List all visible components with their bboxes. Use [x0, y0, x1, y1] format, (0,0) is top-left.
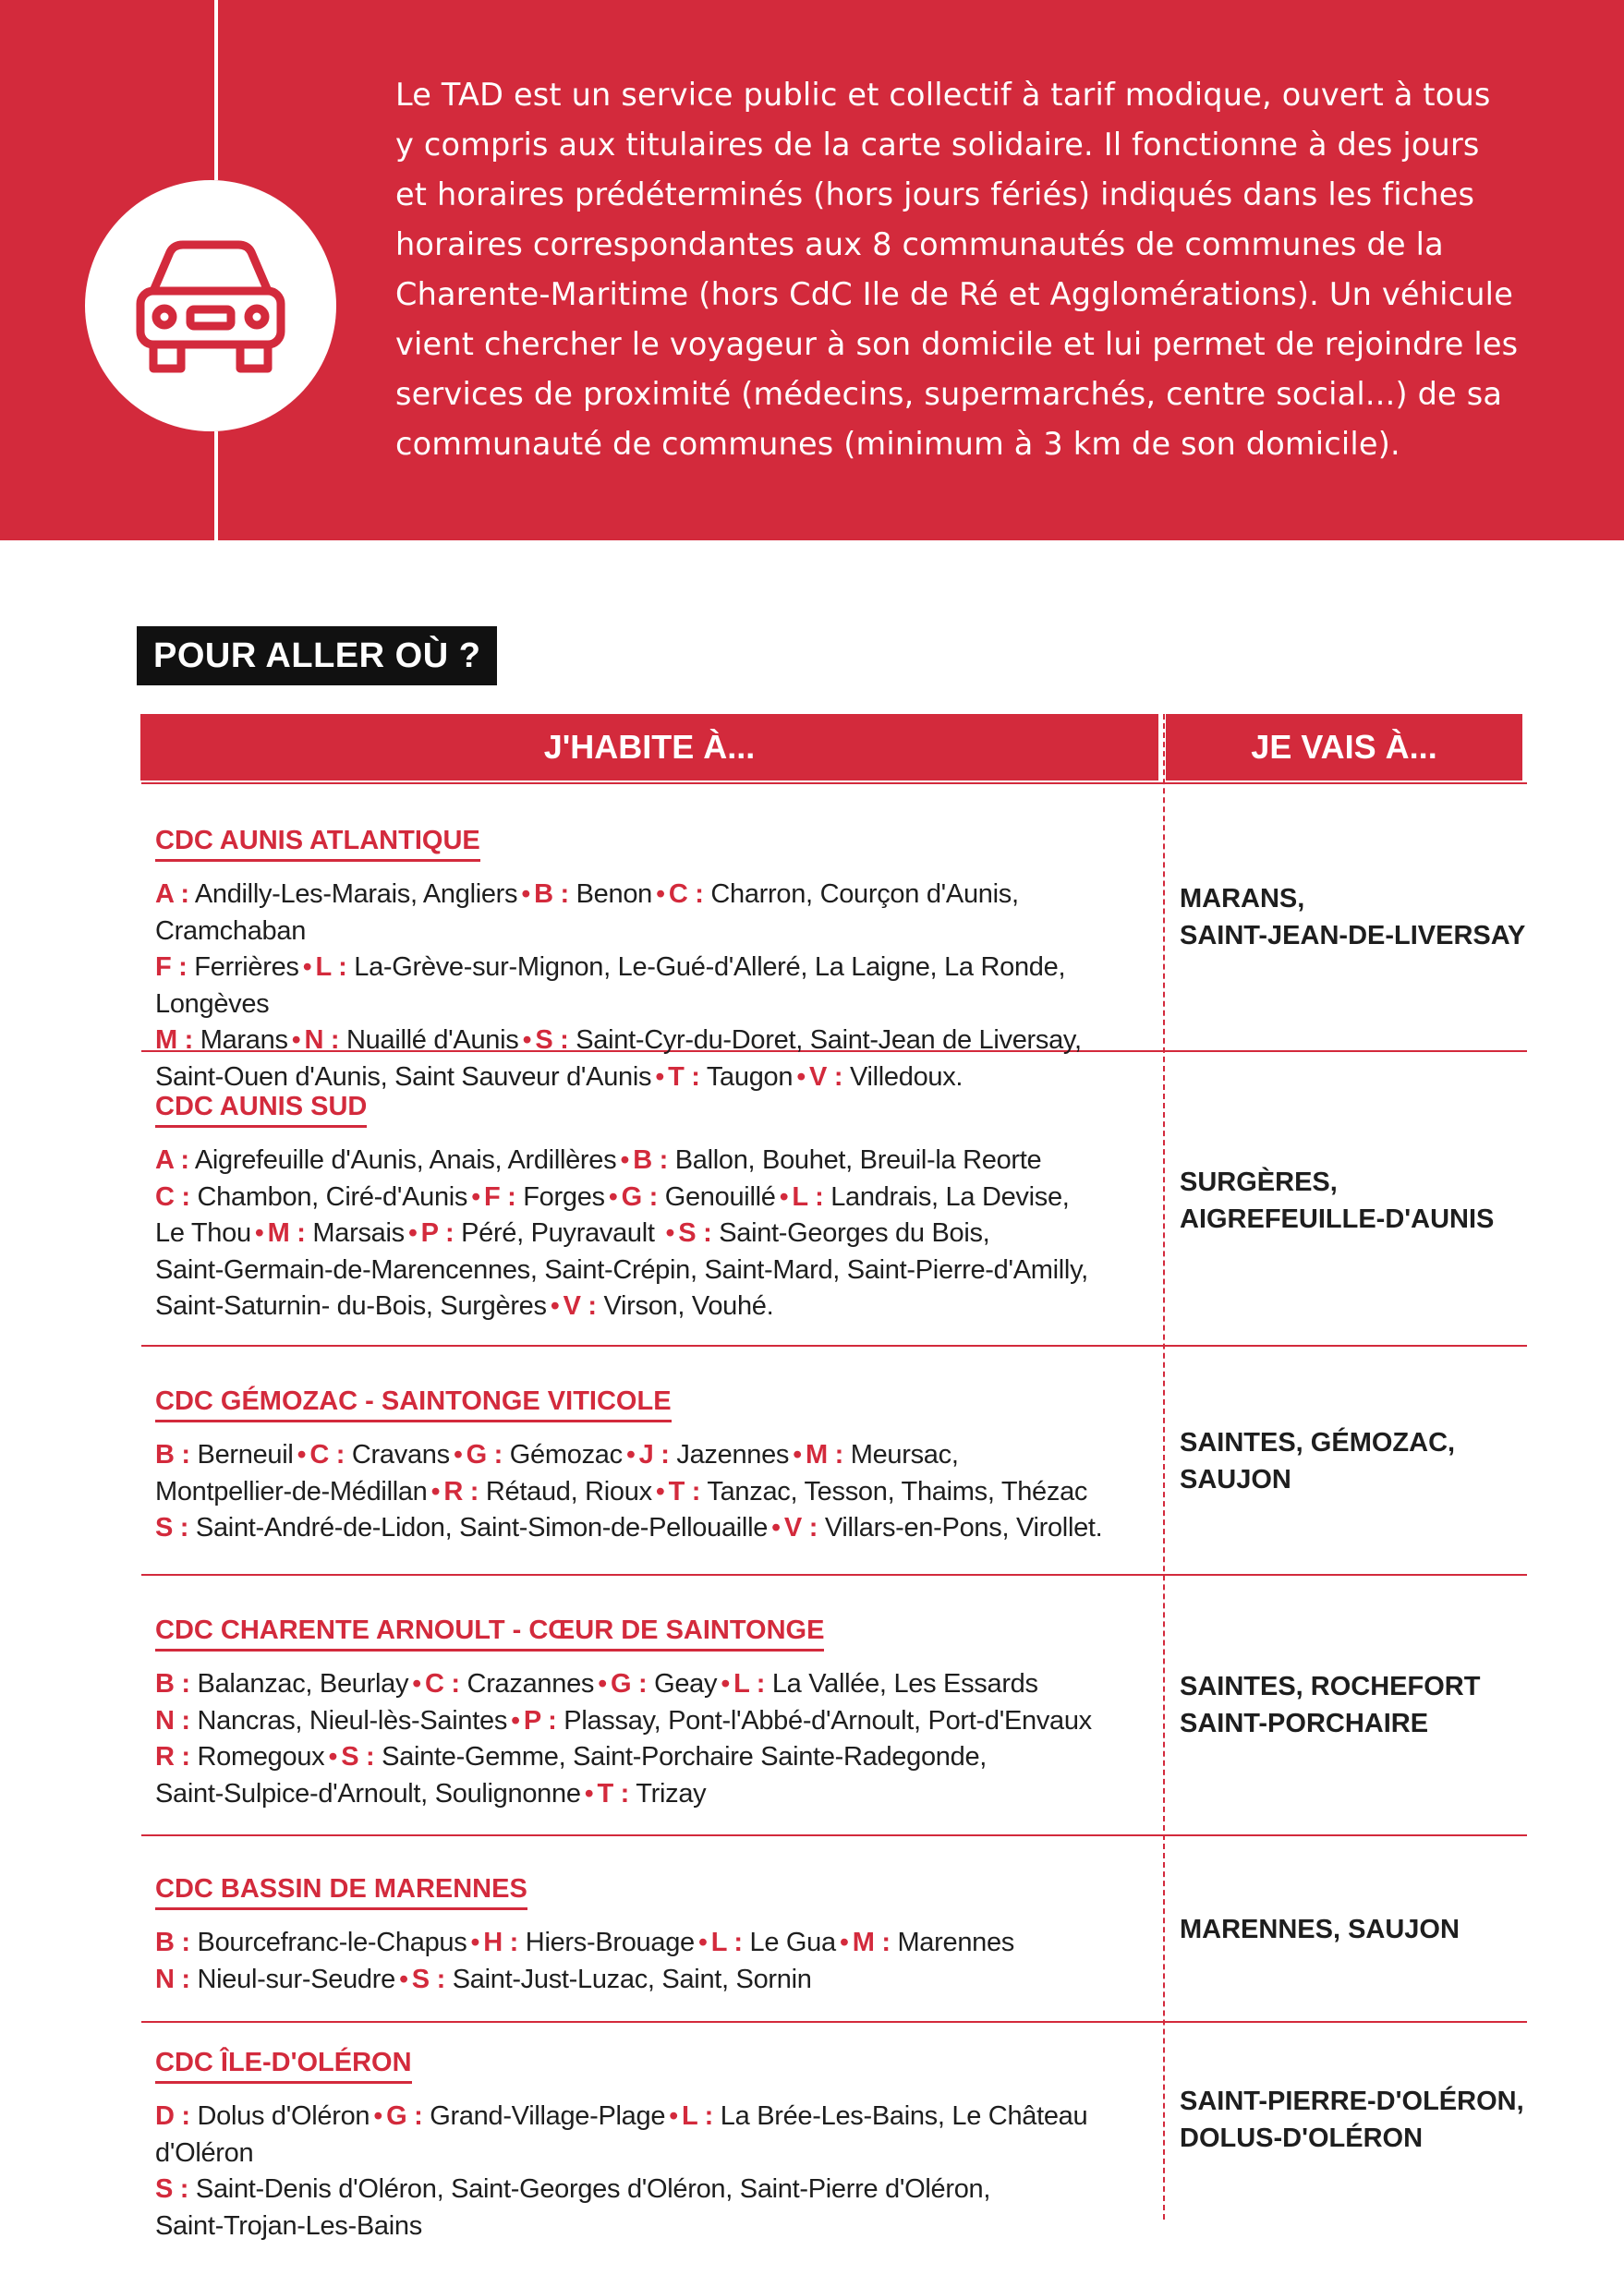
commune-names: Bourcefranc-le-Chapus	[189, 1928, 467, 1957]
commune-key: P :	[420, 1218, 454, 1248]
commune-key: T :	[668, 1061, 700, 1092]
commune-key: V :	[563, 1291, 597, 1321]
commune-names: Le Gua	[742, 1928, 836, 1957]
commune-names: Saint-Just-Luzac, Saint, Sornin	[444, 1964, 812, 1994]
bullet-separator: •	[328, 1742, 338, 1772]
bullet-separator: •	[779, 1181, 789, 1212]
commune-names: Aigrefeuille d'Aunis, Anais, Ardillères	[188, 1145, 617, 1175]
header-from: J'HABITE À...	[140, 714, 1158, 780]
commune-key: G :	[466, 1440, 503, 1470]
commune-names: Péré, Puyravault	[454, 1218, 662, 1248]
commune-key: P :	[523, 1705, 557, 1736]
commune-key: N :	[304, 1025, 340, 1055]
commune-key: B :	[155, 1669, 190, 1699]
bullet-separator: •	[430, 1476, 441, 1507]
commune-names: Saint-Ouen d'Aunis, Saint Sauveur d'Aunis	[155, 1061, 652, 1092]
commune-key: N :	[155, 1705, 190, 1736]
bullet-separator: •	[771, 1513, 781, 1543]
community-row	[155, 1383, 1153, 1547]
community-title: CDC GÉMOZAC - SAINTONGE VITICOLE	[155, 1383, 672, 1422]
destination	[1180, 1668, 1531, 1742]
commune-names: Meursac,	[842, 1440, 959, 1470]
row-separator	[141, 1834, 1527, 1836]
destination-line: SAINT-JEAN-DE-LIVERSAY	[1180, 921, 1526, 950]
commune-names: Geay	[647, 1669, 718, 1699]
commune-names: Saint-Germain-de-Marencennes, Saint-Crépin, Saint-Mard, Saint-Pierre-d'Amilly,	[155, 1254, 1088, 1285]
bullet-separator: •	[697, 1928, 708, 1957]
commune-key: H :	[483, 1928, 519, 1957]
commune-key: B :	[155, 1928, 190, 1957]
commune-key: M :	[805, 1440, 843, 1470]
commune-names: Cravans	[345, 1440, 450, 1470]
bullet-separator: •	[598, 1669, 607, 1699]
commune-key: C :	[309, 1440, 345, 1470]
car-icon	[133, 234, 288, 380]
commune-key: R :	[155, 1742, 190, 1772]
commune-key: B :	[534, 879, 569, 909]
commune-line	[155, 1739, 1153, 1776]
commune-line	[155, 1510, 1153, 1547]
commune-names: Benon	[568, 879, 652, 909]
bullet-separator: •	[550, 1291, 560, 1321]
destination-line: AIGREFEUILLE-D'AUNIS	[1180, 1204, 1495, 1234]
commune-key: L :	[733, 1669, 766, 1699]
commune-line	[155, 877, 1153, 950]
commune-names: Charron, Courçon d'Aunis, Cramchaban	[155, 879, 1019, 946]
commune-names: Plassay, Pont-l'Abbé-d'Arnoult, Port-d'Envaux	[556, 1705, 1092, 1736]
commune-list	[155, 1925, 1153, 1998]
bullet-separator: •	[796, 1061, 806, 1092]
community-title: CDC CHARENTE ARNOULT - CŒUR DE SAINTONGE	[155, 1612, 824, 1652]
intro-line: Le TAD est un service public et collectif à tarif modique, ouvert à tous	[395, 77, 1491, 113]
commune-names: Montpellier-de-Médillan	[155, 1476, 428, 1507]
commune-list	[155, 1143, 1153, 1325]
commune-names: Saint-Georges du Bois,	[711, 1218, 990, 1248]
commune-names: Crazannes	[459, 1669, 595, 1699]
commune-list	[155, 1437, 1153, 1547]
destination	[1180, 880, 1531, 954]
commune-list	[155, 2099, 1153, 2245]
section-title: POUR ALLER OÙ ?	[137, 626, 497, 685]
commune-names: Rétaud, Rioux	[479, 1476, 652, 1507]
bullet-separator: •	[793, 1440, 802, 1470]
commune-key: V :	[783, 1513, 818, 1543]
commune-names: Trizay	[629, 1778, 707, 1809]
commune-names: Nuaillé d'Aunis	[339, 1025, 519, 1055]
commune-key: S :	[155, 1513, 189, 1543]
intro-line: horaires correspondantes aux 8 communautés de communes de la	[395, 226, 1444, 262]
commune-names: Ferrières	[187, 952, 299, 982]
commune-names: Saint-Denis d'Oléron, Saint-Georges d'Oléron, Saint-Pierre d'Oléron,	[188, 2174, 991, 2204]
commune-names: Dolus d'Oléron	[189, 2101, 370, 2131]
bullet-separator: •	[453, 1440, 463, 1470]
commune-line	[155, 1252, 1153, 1289]
commune-list	[155, 1666, 1153, 1812]
row-separator	[141, 782, 1527, 784]
intro-line: services de proximité (médecins, supermarchés, centre social...) de sa	[395, 376, 1503, 412]
bullet-separator: •	[584, 1778, 594, 1809]
commune-names: Nieul-sur-Seudre	[189, 1964, 395, 1994]
commune-key: R :	[443, 1476, 479, 1507]
bullet-separator: •	[398, 1964, 408, 1994]
community-row	[155, 1088, 1153, 1325]
commune-names: Le Thou	[155, 1218, 251, 1248]
destination-line: SAUJON	[1180, 1465, 1291, 1494]
commune-line	[155, 1776, 1153, 1813]
commune-key: J :	[638, 1440, 670, 1470]
commune-names: Villars-en-Pons, Virollet.	[818, 1513, 1103, 1543]
commune-line	[155, 1022, 1153, 1059]
commune-names: Saint-Cyr-du-Doret, Saint-Jean de Liversay,	[568, 1025, 1082, 1055]
community-title: CDC ÎLE-D'OLÉRON	[155, 2044, 412, 2084]
commune-key: M :	[267, 1218, 306, 1248]
bullet-separator: •	[254, 1218, 264, 1248]
bullet-separator: •	[302, 952, 312, 982]
commune-line	[155, 1216, 1153, 1252]
bullet-separator: •	[608, 1181, 618, 1212]
row-separator	[141, 2021, 1527, 2023]
commune-key: S :	[155, 2174, 189, 2204]
commune-key: D :	[155, 2101, 190, 2131]
bullet-separator: •	[522, 1025, 532, 1055]
bullet-separator: •	[655, 1061, 665, 1092]
commune-line	[155, 1143, 1153, 1180]
commune-line	[155, 1962, 1153, 1999]
intro-line: communauté de communes (minimum à 3 km de son domicile).	[395, 426, 1400, 462]
commune-line	[155, 1289, 1153, 1325]
commune-key: L :	[315, 952, 347, 982]
community-row	[155, 1870, 1153, 1998]
header-to: JE VAIS À...	[1166, 714, 1522, 780]
intro-line: vient chercher le voyageur à son domicile et lui permet de rejoindre les	[395, 326, 1519, 362]
bullet-separator: •	[839, 1928, 849, 1957]
community-title: CDC AUNIS ATLANTIQUE	[155, 822, 480, 862]
commune-key: A :	[155, 1145, 189, 1175]
community-row	[155, 1612, 1153, 1812]
commune-key: S :	[678, 1218, 712, 1248]
destination-line: MARENNES, SAUJON	[1180, 1915, 1460, 1944]
car-icon-badge	[85, 180, 336, 431]
commune-key: M :	[155, 1025, 193, 1055]
destination-line: SAINT-PIERRE-D'OLÉRON,	[1180, 2087, 1524, 2116]
commune-key: N :	[155, 1964, 190, 1994]
bullet-separator: •	[412, 1669, 422, 1699]
commune-line	[155, 1666, 1153, 1703]
commune-names: Taugon	[699, 1061, 794, 1092]
commune-key: L :	[682, 2101, 714, 2131]
commune-key: G :	[621, 1181, 658, 1212]
commune-key: T :	[597, 1778, 630, 1809]
destination-line: DOLUS-D'OLÉRON	[1180, 2124, 1424, 2153]
bullet-separator: •	[521, 879, 531, 909]
bullet-separator: •	[620, 1145, 630, 1175]
commune-key: L :	[710, 1928, 743, 1957]
commune-key: M :	[852, 1928, 891, 1957]
commune-key: C :	[155, 1181, 190, 1212]
commune-line	[155, 2099, 1153, 2172]
row-separator	[141, 1574, 1527, 1576]
destination-line: SAINTES, GÉMOZAC,	[1180, 1428, 1456, 1458]
commune-names: Romegoux	[189, 1742, 325, 1772]
intro-line: y compris aux titulaires de la carte solidaire. Il fonctionne à des jours	[395, 127, 1480, 163]
bullet-separator: •	[470, 1928, 480, 1957]
destination-line: SAINTES, ROCHEFORT	[1180, 1672, 1481, 1701]
destination-line: SAINT-PORCHAIRE	[1180, 1709, 1429, 1738]
commune-line	[155, 950, 1153, 1022]
commune-line	[155, 1474, 1153, 1511]
commune-key: B :	[633, 1145, 668, 1175]
commune-names: Saint-Trojan-Les-Bains	[155, 2210, 422, 2241]
bullet-separator: •	[721, 1669, 731, 1699]
banner-divider-bottom	[214, 431, 218, 540]
commune-names: Jazennes	[669, 1440, 790, 1470]
destination-line: MARANS,	[1180, 884, 1305, 914]
commune-names: Grand-Village-Plage	[422, 2101, 666, 2131]
commune-names: Saint-André-de-Lidon, Saint-Simon-de-Pellouaille	[188, 1513, 769, 1543]
commune-key: L :	[792, 1181, 824, 1212]
commune-line	[155, 1703, 1153, 1740]
community-row	[155, 822, 1153, 1095]
commune-line	[155, 2172, 1153, 2208]
commune-names: Sainte-Gemme, Saint-Porchaire Sainte-Radegonde,	[374, 1742, 988, 1772]
bullet-separator: •	[511, 1705, 520, 1736]
destination-line: SURGÈRES,	[1180, 1168, 1338, 1197]
commune-names: La Brée-Les-Bains, Le Château d'Oléron	[155, 2101, 1088, 2168]
commune-names: Marennes	[890, 1928, 1015, 1957]
commune-key: A :	[155, 879, 189, 909]
commune-names: Berneuil	[189, 1440, 294, 1470]
intro-line: et horaires prédéterminés (hors jours fériés) indiqués dans les fiches	[395, 176, 1475, 212]
commune-line	[155, 1925, 1153, 1962]
commune-key: G :	[610, 1669, 648, 1699]
community-row	[155, 2044, 1153, 2245]
commune-line	[155, 2208, 1153, 2245]
commune-names: Balanzac, Beurlay	[189, 1669, 409, 1699]
commune-names: Gémozac	[503, 1440, 623, 1470]
commune-names: Ballon, Bouhet, Breuil-la Reorte	[667, 1145, 1042, 1175]
destination	[1180, 1911, 1531, 1948]
commune-names: Genouillé	[657, 1181, 776, 1212]
community-title: CDC BASSIN DE MARENNES	[155, 1870, 527, 1910]
row-separator	[141, 1345, 1527, 1347]
commune-names: Andilly-Les-Marais, Angliers	[188, 879, 518, 909]
commune-key: S :	[341, 1742, 375, 1772]
bullet-separator: •	[669, 2101, 679, 2131]
bullet-separator: •	[373, 2101, 383, 2131]
destination	[1180, 2083, 1531, 2157]
commune-names: Chambon, Ciré-d'Aunis	[189, 1181, 468, 1212]
commune-key: G :	[386, 2101, 423, 2131]
intro-line: Charente-Maritime (hors CdC Ile de Ré et Agglomérations). Un véhicule	[395, 276, 1514, 312]
bullet-separator: •	[625, 1440, 636, 1470]
commune-names: Villedoux.	[842, 1061, 963, 1092]
destination	[1180, 1164, 1531, 1238]
commune-key: B :	[155, 1440, 190, 1470]
commune-names: Landrais, La Devise,	[823, 1181, 1070, 1212]
commune-names: Marans	[192, 1025, 288, 1055]
commune-key: V :	[809, 1061, 843, 1092]
commune-names: La-Grève-sur-Mignon, Le-Gué-d'Alleré, La Laigne, La Ronde, Longèves	[155, 952, 1066, 1019]
bullet-separator: •	[656, 879, 665, 909]
commune-names: Nancras, Nieul-lès-Saintes	[189, 1705, 508, 1736]
commune-names: Tanzac, Tesson, Thaims, Thézac	[700, 1476, 1088, 1507]
intro-text	[395, 70, 1550, 469]
community-title: CDC AUNIS SUD	[155, 1088, 367, 1128]
commune-key: C :	[425, 1669, 460, 1699]
commune-key: T :	[668, 1476, 701, 1507]
bullet-separator: •	[471, 1181, 480, 1212]
commune-names: Forges	[515, 1181, 605, 1212]
commune-key: S :	[535, 1025, 569, 1055]
commune-line	[155, 1437, 1153, 1474]
bullet-separator: •	[297, 1440, 307, 1470]
commune-key: C :	[668, 879, 704, 909]
banner-divider-top	[214, 0, 218, 180]
commune-names: Marsais	[305, 1218, 405, 1248]
commune-line	[155, 1180, 1153, 1216]
commune-key: S :	[411, 1964, 445, 1994]
commune-key: F :	[155, 952, 188, 982]
bullet-separator: •	[655, 1476, 665, 1507]
commune-names: Virson, Vouhé.	[596, 1291, 774, 1321]
commune-names: Saint-Sulpice-d'Arnoult, Soulignonne	[155, 1778, 581, 1809]
bullet-separator: •	[665, 1218, 675, 1248]
commune-names: La Vallée, Les Essards	[765, 1669, 1038, 1699]
bullet-separator: •	[407, 1218, 418, 1248]
bullet-separator: •	[291, 1025, 301, 1055]
commune-names: Saint-Saturnin- du-Bois, Surgères	[155, 1291, 547, 1321]
commune-key: F :	[483, 1181, 516, 1212]
column-divider	[1163, 714, 1165, 2220]
commune-list	[155, 877, 1153, 1095]
destination	[1180, 1424, 1531, 1498]
commune-names: Hiers-Brouage	[518, 1928, 695, 1957]
